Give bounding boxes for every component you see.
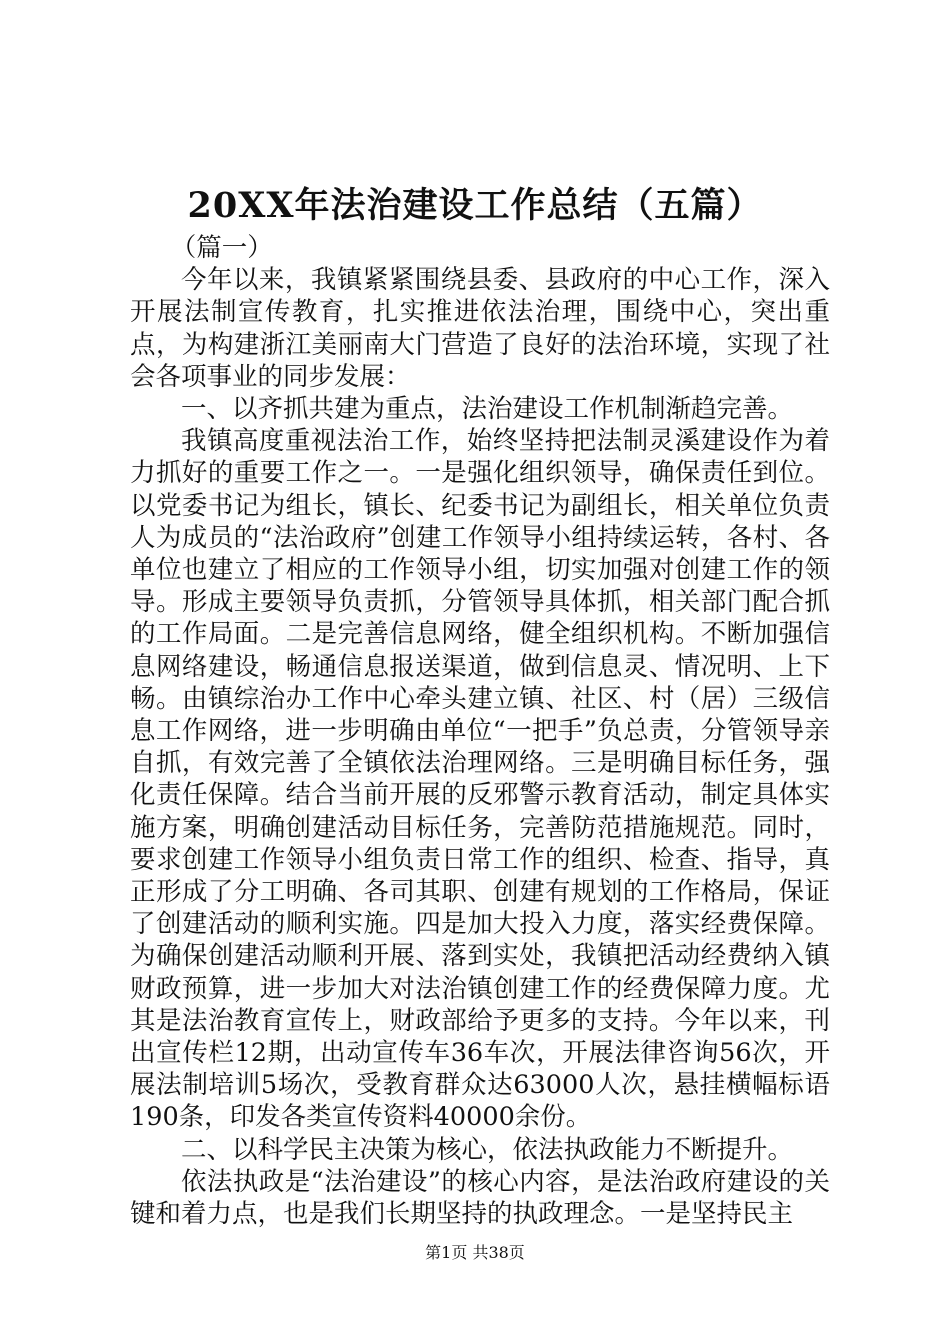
body-paragraph-2: 依法执政是“法治建设”的核心内容，是法治政府建设的关键和着力点，也是我们长期坚持的执政理念。一是坚持民主 [130,1166,830,1230]
section-label: （篇一） [170,233,273,263]
heading-two: 二、以科学民主决策为核心，依法执政能力不断提升。 [181,1134,794,1165]
page-number: 第1页 共38页 [425,1243,525,1262]
body-paragraph: 我镇高度重视法治工作，始终坚持把法制灵溪建设作为着力抓好的重要工作之一。一是强化组织领导，确保责任到位。以党委书记为组长，镇长、纪委书记为副组长，相关单位负责人为成员的“法治政府”创建工作领导小组持续运转，各村、各单位也建立了相应的工作领导小组，切实加强对创建工作的领导。形成主要领导负责抓，分管领导具体抓，相关部门配合抓的工作局面。二是完善信息网络，健全组织机构。不断加强信息网络建设，畅通信息报送渠道，做到信息灵、情况明、上下畅。由镇综治办工作中心牵头建立镇、社区、村（居）三级信息工作网络，进一步明确由单位“一把手”负总责，分管领导亲自抓，有效完善了全镇依法治理网络。三是明确目标任务，强化责任保障。结合当前开展的反邪警示教育活动，制定具体实施方案，明确创建活动目标任务，完善防范措施规范。同时，要求创建工作领导小组负责日常工作的组织、检查、指导，真正形成了分工明确、各司其职、创建有规划的工作格局，保证了创建活动的顺利实施。四是加大投入力度，落实经费保障。为确保创建活动顺利开展、落到实处，我镇把活动经费纳入镇财政预算，进一步加大对法治镇创建工作的经费保障力度。尤其是法治教育宣传上，财政部给予更多的支持。今年以来，刊出宣传栏12期，出动宣传车36车次，开展法律咨询56次，开展法制培训5场次，受教育群众达63000人次，悬挂横幅标语190条，印发各类宣传资料40000余份。 [130,426,830,1133]
heading-one: 一、以齐抓共建为重点，法治建设工作机制渐趋完善。 [181,394,794,425]
document-body [130,232,830,1230]
intro-paragraph: 今年以来，我镇紧紧围绕县委、县政府的中心工作，深入开展法制宣传教育，扎实推进依法治理，围绕中心，突出重点，为构建浙江美丽南大门营造了良好的法治环境，实现了社会各项事业的同步发展： [130,265,830,392]
document-title: 20XX年法治建设工作总结（五篇） [187,185,763,226]
